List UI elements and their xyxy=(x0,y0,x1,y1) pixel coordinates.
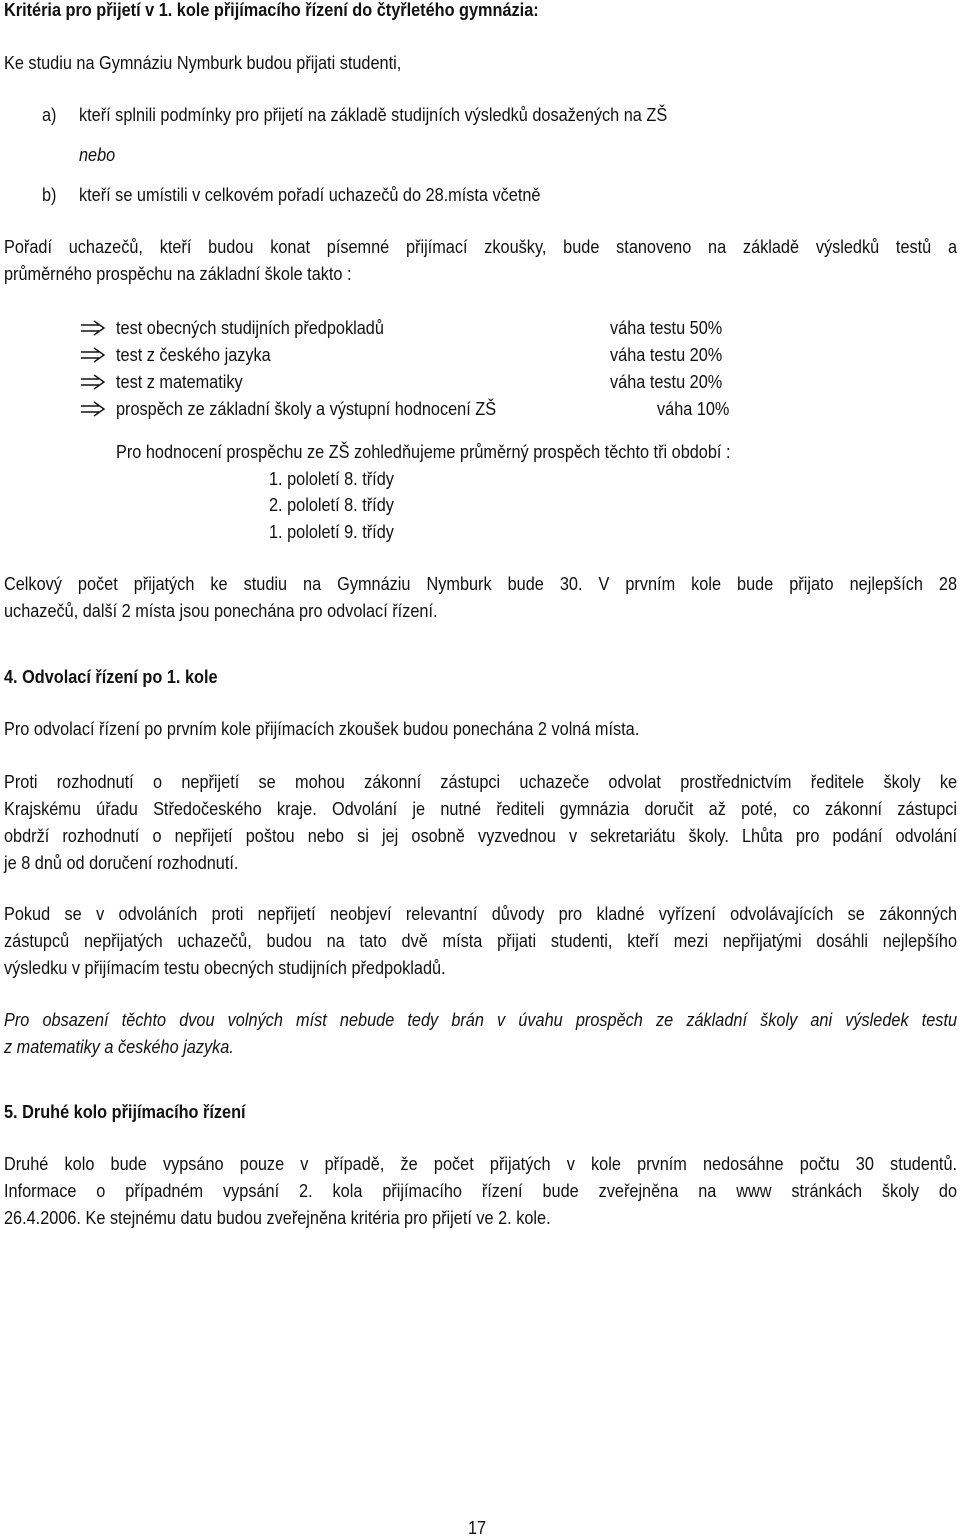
period-item: 1. pololetí 9. třídy xyxy=(269,521,394,542)
period-item: 1. pololetí 8. třídy xyxy=(269,468,394,489)
paragraph-line: Pro obsazení těchto dvou volných míst nebude tedy brán v úvahu prospěch ze základní školy ani výsledek testu xyxy=(4,1009,958,1030)
ranking-paragraph xyxy=(4,233,957,287)
paragraph-line: průměrného prospěchu na základní škole takto : xyxy=(4,263,352,284)
criterion-name: test z českého jazyka xyxy=(116,344,271,365)
condition-b-label: b) xyxy=(42,184,57,205)
period-item: 2. pololetí 8. třídy xyxy=(269,494,394,515)
criterion-weight: váha testu 50% xyxy=(610,317,723,338)
grade-evaluation-intro: Pro hodnocení prospěchu ze ZŠ zohledňujeme průměrný prospěch těchto tři období : xyxy=(116,441,731,462)
paragraph-line: zástupců nepřijatých uchazečů, budou na tato dvě místa přijati studenti, kteří mezi nepřijatými dosáhli nejlepšího xyxy=(4,930,958,951)
paragraph-line: Celkový počet přijatých ke studiu na Gymnáziu Nymburk bude 30. V prvním kole bude přijato nejlepších 28 xyxy=(4,573,958,594)
paragraph-line: výsledku v přijímacím testu obecných studijních předpokladů. xyxy=(4,957,446,978)
double-right-arrow-icon xyxy=(80,401,106,417)
double-right-arrow-icon xyxy=(80,374,106,390)
page-number: 17 xyxy=(468,1517,487,1538)
paragraph-line: Proti rozhodnutí o nepřijetí se mohou zákonní zástupci uchazeče odvolat prostřednictvím ředitele školy ke xyxy=(4,771,958,792)
condition-b-text: kteří se umístili v celkovém pořadí uchazečů do 28.místa včetně xyxy=(79,184,541,205)
section-4-heading: 4. Odvolací řízení po 1. kole xyxy=(4,666,218,687)
paragraph-line: Pokud se v odvoláních proti nepřijetí neobjeví relevantní důvody pro kladné vyřízení odvolávajících se zákonných xyxy=(4,903,958,924)
criterion-name: prospěch ze základní školy a výstupní hodnocení ZŠ xyxy=(116,398,497,419)
paragraph-line: uchazečů, další 2 místa jsou ponechána pro odvolací řízení. xyxy=(4,600,438,621)
paragraph-line: obdrží rozhodnutí o nepřijetí poštou nebo si jej osobně vyzvednou v sekretariátu školy. Lhůta pro podání odvolání xyxy=(4,825,958,846)
intro-text: Ke studiu na Gymnáziu Nymburk budou přijati studenti, xyxy=(4,52,402,73)
paragraph-line: Druhé kolo bude vypsáno pouze v případě, že počet přijatých v kole prvním nedosáhne počtu 30 studentů. xyxy=(4,1153,958,1174)
paragraph-line: Krajskému úřadu Středočeského kraje. Odvolání je nutné řediteli gymnázia doručit až poté, co zákonní zástupci xyxy=(4,798,958,819)
section-5-heading: 5. Druhé kolo přijímacího řízení xyxy=(4,1101,246,1122)
condition-a-text: kteří splnili podmínky pro přijetí na základě studijních výsledků dosažených na ZŠ xyxy=(79,104,668,125)
section-4-paragraph-2 xyxy=(4,768,957,876)
paragraph-line: Pořadí uchazečů, kteří budou konat písemné přijímací zkoušky, bude stanoveno na základě výsledků testů a xyxy=(4,236,958,257)
criterion-weight: váha testu 20% xyxy=(610,344,723,365)
section-4-paragraph-4 xyxy=(4,1006,957,1060)
section-5-paragraph xyxy=(4,1150,957,1231)
criterion-weight: váha 10% xyxy=(657,398,730,419)
double-right-arrow-icon xyxy=(80,320,106,336)
criterion-name: test obecných studijních předpokladů xyxy=(116,317,384,338)
criterion-weight: váha testu 20% xyxy=(610,371,723,392)
paragraph-line: je 8 dnů od doručení rozhodnutí. xyxy=(4,852,239,873)
total-admitted-paragraph xyxy=(4,570,957,624)
section-4-paragraph-3 xyxy=(4,900,957,981)
section-4-paragraph-1: Pro odvolací řízení po prvním kole přijímacích zkoušek budou ponechána 2 volná místa. xyxy=(4,718,640,739)
condition-or: nebo xyxy=(79,144,116,165)
paragraph-line: 26.4.2006. Ke stejnému datu budou zveřejněna kritéria pro přijetí ve 2. kole. xyxy=(4,1207,551,1228)
paragraph-line: z matematiky a českého jazyka. xyxy=(4,1036,234,1057)
paragraph-line: Informace o případném vypsání 2. kola přijímacího řízení bude zveřejněna na www stránkách školy do xyxy=(4,1180,958,1201)
double-right-arrow-icon xyxy=(80,347,106,363)
criterion-name: test z matematiky xyxy=(116,371,243,392)
criteria-heading: Kritéria pro přijetí v 1. kole přijímacího řízení do čtyřletého gymnázia: xyxy=(4,0,539,20)
condition-a-label: a) xyxy=(42,104,57,125)
